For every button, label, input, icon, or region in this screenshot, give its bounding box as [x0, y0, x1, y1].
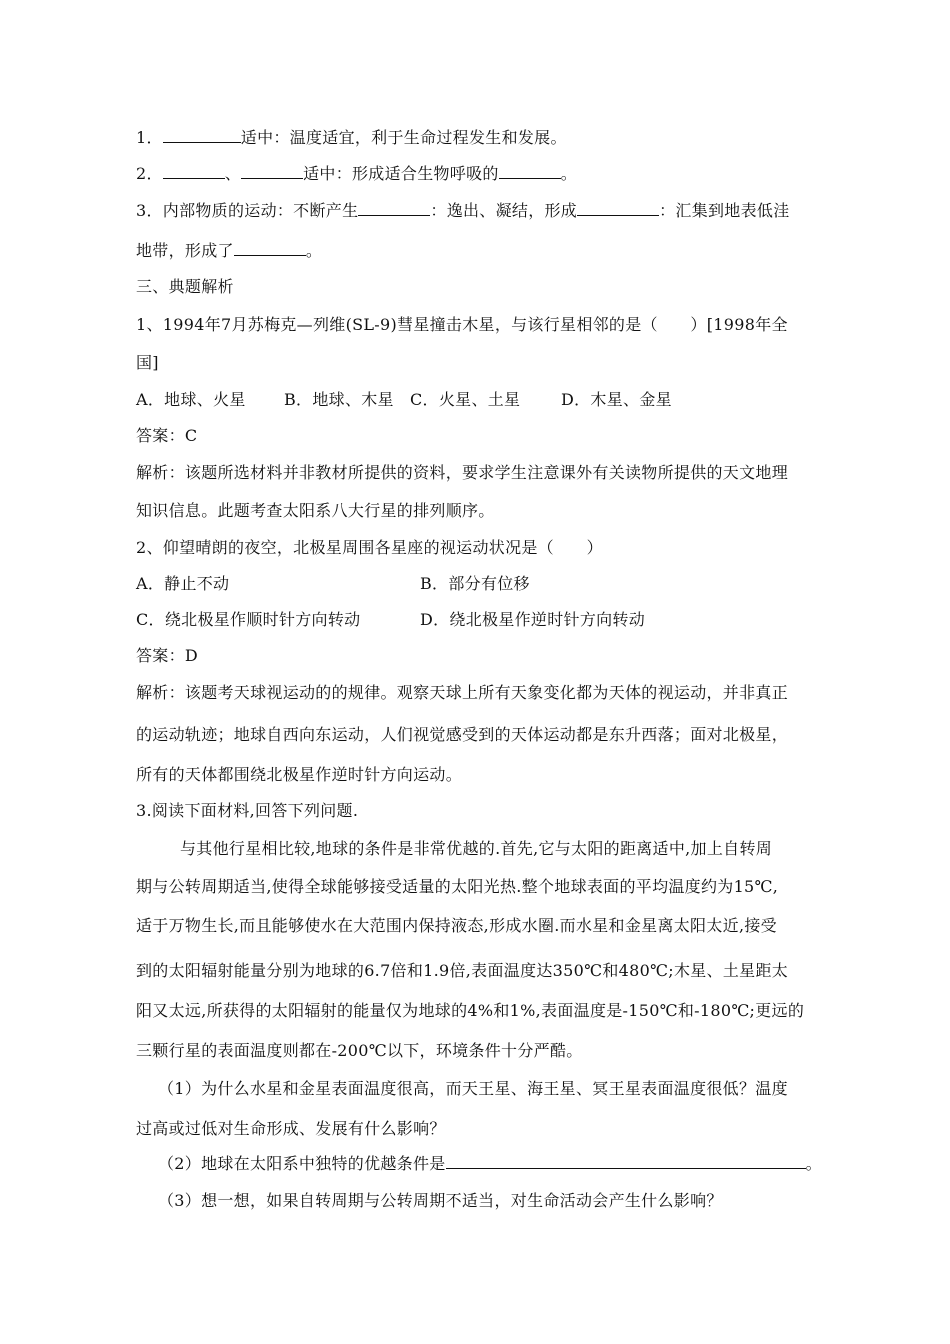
answer-blank[interactable]: [358, 201, 430, 216]
q1-options: [136, 389, 816, 413]
q3-material-line2: 期与公转周期适当,使得全球能够接受适量的太阳光热.整个地球表面的平均温度约为15℃,: [136, 877, 779, 896]
q3-sub1-line2: 过高或过低对生命形成、发展有什么影响？: [136, 1119, 446, 1138]
q3-material-line1: 与其他行星相比较,地球的条件是非常优越的.首先,它与太阳的距离适中,加上自转周: [180, 839, 773, 858]
q2-options-row1: [136, 573, 816, 597]
item-number: 1．: [136, 128, 163, 147]
option-b[interactable]: B．地球、木星: [284, 390, 394, 409]
section-title: 三、典题解析: [136, 277, 234, 296]
fill-line-3: [136, 200, 816, 224]
q2-options-row2: [136, 609, 816, 633]
option-c[interactable]: C．火星、土星: [410, 390, 521, 409]
fill-line-4: [136, 240, 816, 264]
line-text: 地带，形成了: [136, 241, 234, 260]
line-text: 3．内部物质的运动：不断产生: [136, 201, 359, 220]
line-end: 。: [805, 1154, 822, 1173]
option-a[interactable]: A．地球、火星: [136, 390, 246, 409]
answer-blank[interactable]: [241, 164, 303, 179]
q3-stem: 3.阅读下面材料,回答下列问题.: [136, 801, 359, 820]
q3-sub3: （3）想一想，如果自转周期与公转周期不适当，对生命活动会产生什么影响？: [158, 1191, 723, 1210]
line-text: （2）地球在太阳系中独特的优越条件是: [158, 1154, 446, 1173]
q1-analysis-line2: 知识信息。此题考查太阳系八大行星的排列顺序。: [136, 501, 495, 520]
fill-line-1: [136, 127, 816, 151]
q2-answer: 答案：D: [136, 646, 199, 665]
option-a[interactable]: A．静止不动: [136, 574, 230, 593]
answer-blank[interactable]: [163, 164, 225, 179]
q2-stem: 2、仰望晴朗的夜空，北极星周围各星座的视运动状况是（ ）: [136, 538, 603, 557]
q2-analysis-line1: 解析：该题考天球视运动的的规律。观察天球上所有天象变化都为天体的视运动，并非真正: [136, 683, 789, 702]
q1-answer: 答案：C: [136, 426, 198, 445]
q2-analysis-line3: 所有的天体都围绕北极星作逆时针方向运动。: [136, 765, 463, 784]
answer-blank[interactable]: [163, 128, 241, 143]
answer-blank[interactable]: [577, 201, 659, 216]
option-d[interactable]: D．木星、金星: [561, 390, 672, 409]
option-d[interactable]: D．绕北极星作逆时针方向转动: [420, 610, 646, 629]
line-text: ：逸出、凝结，形成: [430, 201, 578, 220]
line-text: 适中：温度适宜，利于生命过程发生和发展。: [240, 128, 567, 147]
option-c[interactable]: C．绕北极星作顺时针方向转动: [136, 610, 361, 629]
line-text: 适中：形成适合生物呼吸的: [303, 164, 499, 183]
answer-blank[interactable]: [499, 164, 561, 179]
q3-material-line6: 三颗行星的表面温度则都在-200℃以下，环境条件十分严酷。: [136, 1041, 583, 1060]
q3-material-line4: 到的太阳辐射能量分别为地球的6.7倍和1.9倍,表面温度达350℃和480℃;木星、土星距太: [136, 961, 789, 980]
item-number: 2．: [136, 164, 163, 183]
line-text: ：汇集到地表低洼: [659, 201, 790, 220]
q1-stem-line2: 国]: [136, 353, 159, 372]
line-end: 。: [305, 241, 323, 260]
q2-analysis-line2: 的运动轨迹；地球自西向东运动，人们视觉感受到的天体运动都是东升西落；面对北极星，: [136, 725, 789, 744]
separator: 、: [224, 164, 242, 183]
q1-analysis-line1: 解析：该题所选材料并非教材所提供的资料，要求学生注意课外有关读物所提供的天文地理: [136, 463, 789, 482]
q3-sub2: [158, 1153, 822, 1177]
option-b[interactable]: B．部分有位移: [420, 574, 530, 593]
q1-stem-line1: 1、1994年7月苏梅克—列维(SL-9)彗星撞击木星，与该行星相邻的是（ ）[1998年全: [136, 315, 788, 334]
fill-line-2: [136, 163, 816, 187]
q3-material-line3: 适于万物生长,而且能够使水在大范围内保持液态,形成水圈.而水星和金星离太阳太近,接受: [136, 916, 777, 935]
q3-material-line5: 阳又太远,所获得的太阳辐射的能量仅为地球的4%和1%,表面温度是-150℃和-180℃;更远的: [136, 1001, 805, 1020]
q3-sub1-line1: （1）为什么水星和金星表面温度很高，而天王星、海王星、冥王星表面温度很低？温度: [158, 1079, 788, 1098]
answer-blank[interactable]: [234, 241, 306, 256]
line-end: 。: [560, 164, 578, 183]
answer-blank[interactable]: [446, 1154, 806, 1169]
